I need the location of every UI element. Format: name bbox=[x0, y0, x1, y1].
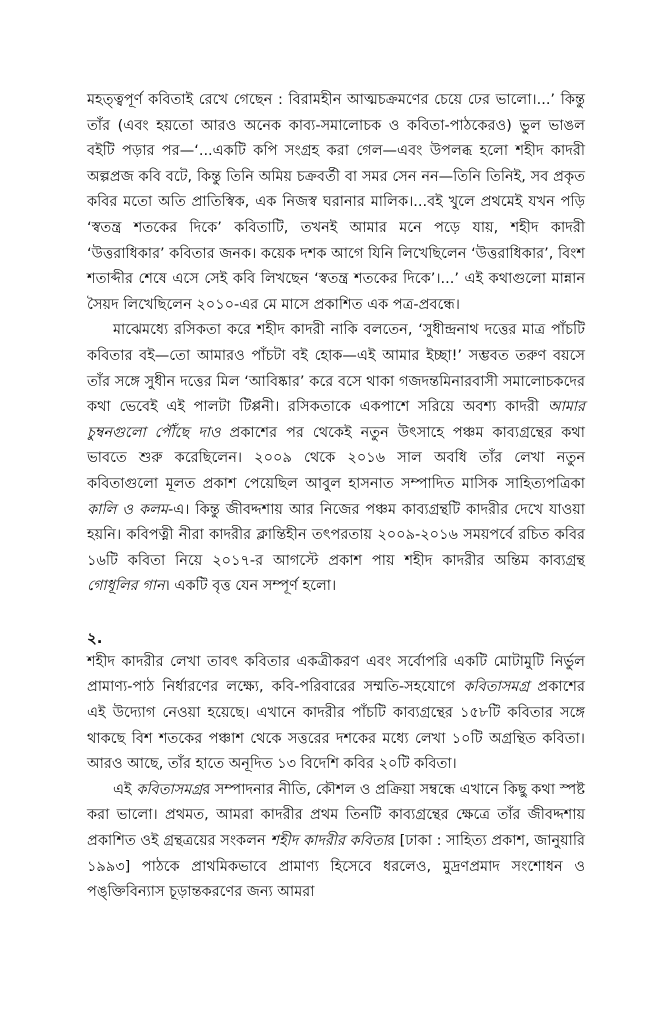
book-title-amar-chumbangulo: আমার চুম্বনগুলো পৌঁছে দাও bbox=[87, 399, 585, 441]
paragraph-4-text-a: এই bbox=[113, 781, 137, 798]
book-title-godhulir-gaan: গোধূলির গান bbox=[87, 578, 165, 595]
document-page bbox=[87, 88, 585, 988]
paragraph-3-text-b: প্রকাশের এই উদ্যোগ নেওয়া হয়েছে। এখানে কাদরীর পাঁচটি কাব্যগ্রন্থের ১৫৮টি কবিতার সঙ্গে থাকছে বিশ শতকের পঞ্চাশ থেকে সত্তরের দশকের মধ্যে লেখা ১০টি অগ্রন্থিত কবিতা। আরও আছে, তাঁর হাতে অনূদিত ১৩ বিদেশি কবির ২০টি কবিতা। bbox=[87, 679, 585, 773]
paragraph-3-text-a: শহীদ কাদরীর লেখা তাবৎ কবিতার একত্রীকরণ এবং সর্বোপরি একটি মোটামুটি নির্ভুল প্রামাণ্য-পাঠ নির্ধারণের লক্ষ্যে, কবি-পরিবারের সম্মতি-সহযোগে bbox=[87, 653, 585, 696]
section-heading: ২. bbox=[87, 628, 103, 647]
paragraph-1-text: মহত্ত্বপূর্ণ কবিতাই রেখে গেছেন : বিরামহীন আত্মচক্রমণের চেয়ে ঢের ভালো।...’ কিন্তু তাঁর (এবং হয়তো আরও অনেক কাব্য-সমালোচক ও কবিতা-পাঠকেরও) ভুল ভাঙল বইটি পড়ার পর—‘...একটি কপি সংগ্রহ করা গেল—এবং উপলব্ধ হলো শহীদ কাদরী অল্পপ্রজ কবি বটে, কিন্তু তিনি অমিয় চক্রবর্তী বা সমর সেন নন—তিনি তিনিই, সব প্রকৃত কবির মতো অতি প্রাতিস্বিক, এক নিজস্ব ঘরানার মালিক।...বই খুলে প্রথমেই যখন পড়ি ‘স্বতন্ত্র শতকের দিকে’ কবিতাটি, তখনই আমার মনে পড়ে যায়, শহীদ কাদরী ‘উত্তরাধিকার’ কবিতার জনক। কয়েক দশক আগে যিনি লিখেছিলেন ‘উত্তরাধিকার’, বিংশ শতাব্দীর শেষে এসে সেই কবি লিখছেন ‘স্বতন্ত্র শতকের দিকে’।...’ এই কথাগুলো মান্নান সৈয়দ লিখেছিলেন ২০১০-এর মে মাসে প্রকাশিত এক পত্র-প্রবন্ধে। bbox=[87, 92, 585, 313]
book-title-kabitasamagra-2: কবিতাসমগ্র bbox=[136, 781, 203, 798]
paragraph-4-text-c: র [ঢাকা : সাহিত্য প্রকাশ, জানুয়ারি ১৯৯৩] পাঠকে প্রাথমিকভাবে প্রামাণ্য হিসেবে ধরলেও, মুদ্রণপ্রমাদ সংশোধন ও পঙ্‌ক্তিবিন্যাস চূড়ান্তকরণের জন্য আমরা bbox=[87, 833, 586, 901]
book-title-kabitasamagra: কবিতাসমগ্র bbox=[463, 679, 530, 696]
magazine-title-kali-o-kalam: কালি ও কলম bbox=[87, 501, 168, 518]
paragraph-1 bbox=[87, 88, 585, 318]
paragraph-2-text-b: প্রকাশের পর থেকেই নতুন উৎসাহে পঞ্চম কাব্যগ্রন্থের কথা ভাবতে শুরু করেছিলেন। ২০০৯ থেকে ২০১৬ সাল অবধি তাঁর লেখা নতুন কবিতাগুলো মূলত প্রকাশ পেয়েছিল আবুল হাসনাত সম্পাদিত মাসিক সাহিত্যপত্রিকা bbox=[87, 424, 585, 492]
book-title-shahid-qadrir-kabita: শহীদ কাদরীর কবিতা bbox=[270, 833, 387, 850]
paragraph-3 bbox=[87, 650, 585, 778]
paragraph-4-text-b: র সম্পাদনার নীতি, কৌশল ও প্রক্রিয়া সম্বন্ধে এখানে কিছু কথা স্পষ্ট করা ভালো। প্রথমত, আমরা কাদরীর প্রথম তিনটি কাব্যগ্রন্থের ক্ষেত্রে তাঁর জীবদ্দশায় প্রকাশিত ওই গ্রন্থত্রয়ের সংকলন bbox=[87, 781, 585, 850]
paragraph-2-text-c: -এ। কিন্তু জীবদ্দশায় আর নিজের পঞ্চম কাব্যগ্রন্থটি কাদরীর দেখে যাওয়া হয়নি। কবিপত্নী নীরা কাদরীর ক্লান্তিহীন তৎপরতায় ২০০৯-২০১৬ সময়পর্বে রচিত কবির ১৬টি কবিতা নিয়ে ২০১৭-র আগস্টে প্রকাশ পায় শহীদ কাদরীর অন্তিম কাব্যগ্রন্থ bbox=[87, 501, 585, 569]
paragraph-2 bbox=[87, 318, 585, 600]
paragraph-2-text-d: । একটি বৃত্ত যেন সম্পূর্ণ হলো। bbox=[164, 578, 337, 595]
paragraph-2-text-a: মাঝেমধ্যে রসিকতা করে শহীদ কাদরী নাকি বলতেন, ‘সুধীন্দ্রনাথ দত্তের মাত্র পাঁচটি কবিতার বই—তো আমারও পাঁচটা বই হোক—এই আমার ইচ্ছা!’ সম্ভবত তরুণ বয়সে তাঁর সঙ্গে সুধীন দত্তের মিল ‘আবিষ্কার’ করে বসে থাকা গজদন্তমিনারবাসী সমালোচকদের কথা ভেবেই এই পালটা টিপ্পনী। রসিকতাকে একপাশে সরিয়ে অবশ্য কাদরী bbox=[87, 322, 585, 416]
paragraph-4 bbox=[87, 778, 585, 906]
